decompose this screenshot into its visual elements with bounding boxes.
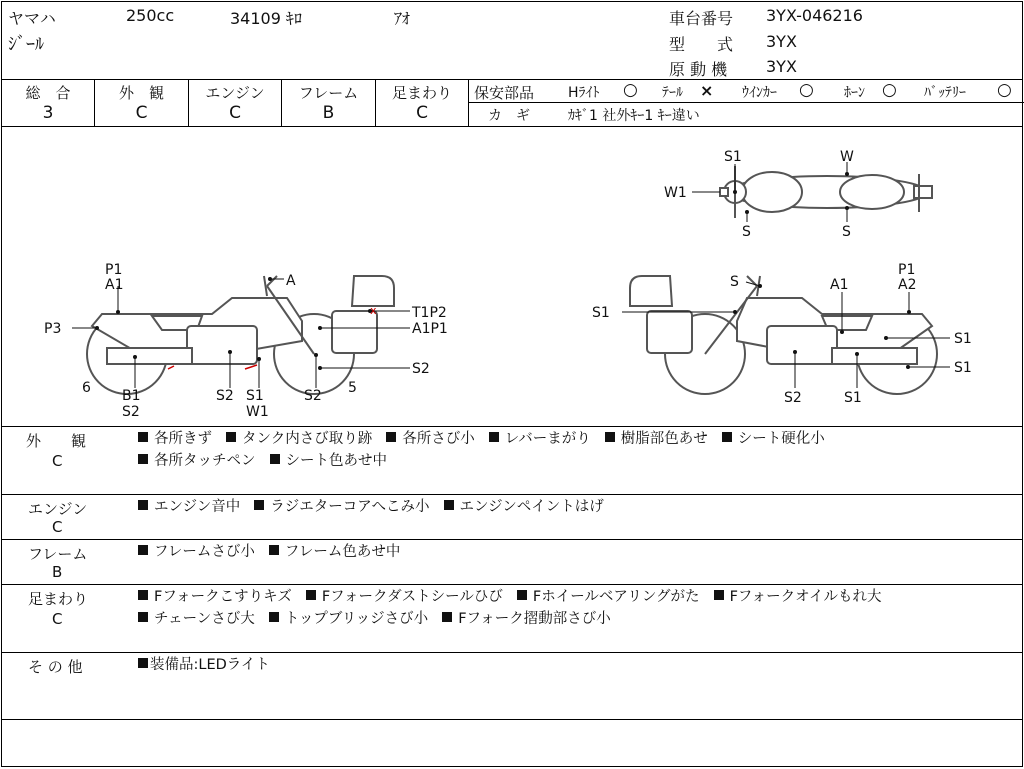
taillight-label: ﾃｰﾙ — [662, 85, 683, 101]
bike-left-view — [72, 276, 410, 394]
list-item: ラジエターコアへこみ小 — [254, 499, 429, 515]
label-left-p1: P1 — [105, 262, 123, 278]
grade-engine-label: エンジン — [205, 84, 265, 102]
winker-status: ○ — [799, 80, 814, 100]
list-item: Fフォークオイルもれ大 — [714, 589, 882, 605]
grade-suspension-value: C — [416, 103, 428, 123]
section-exterior-grade: C — [52, 452, 63, 470]
section-engine-grade: C — [52, 518, 63, 536]
model-type-label: 型 式 — [669, 35, 734, 54]
list-item: フレーム色あせ中 — [269, 544, 400, 560]
winker-label: ｳｲﾝｶｰ — [742, 85, 777, 101]
grade-frame-value: B — [322, 103, 335, 123]
grade-exterior-value: C — [135, 103, 148, 123]
key-value: ｶｷﾞ1 社外ｷｰ1 ｷｰ違い — [568, 108, 700, 124]
section-engine-label: エンジン — [28, 500, 88, 518]
body-color: ｱｵ — [394, 9, 411, 28]
motorcycle-diagram — [2, 126, 1022, 426]
label-right-s1-rear: S1 — [954, 331, 972, 347]
frame-number: 3YX-046216 — [766, 6, 863, 25]
label-left-s2b: S2 — [216, 388, 234, 404]
list-item: Fフォーク摺動部さび小 — [442, 611, 611, 627]
section-other-label: そ の 他 — [28, 658, 83, 676]
safety-parts-label: 保安部品 — [474, 84, 535, 102]
battery-label: ﾊﾞｯﾃﾘｰ — [924, 85, 966, 101]
displacement: 250cc — [126, 6, 175, 25]
model-type: 3YX — [766, 32, 797, 51]
inspection-sheet — [1, 1, 1023, 767]
list-item: 各所タッチペン — [138, 453, 256, 469]
list-item: チェーンさび大 — [138, 611, 255, 627]
list-item: エンジンペイントはげ — [444, 499, 604, 515]
label-left-s1: S1 — [246, 388, 264, 404]
label-top-s-left: S — [742, 224, 751, 240]
bike-top-view — [692, 162, 932, 222]
label-left-6: 6 — [82, 380, 91, 396]
label-left-w1: W1 — [246, 404, 269, 420]
label-left-a1p1: A1P1 — [412, 321, 448, 337]
list-item: Fフォークこすりキズ — [138, 589, 292, 605]
label-left-a: A — [286, 273, 296, 289]
list-item: Fフォークダストシールひび — [306, 589, 503, 605]
grade-frame-label: フレーム — [298, 84, 359, 102]
label-left-5: 5 — [348, 380, 357, 396]
section-engine-items — [138, 496, 618, 518]
list-item: タンク内さび取り跡 — [226, 431, 372, 447]
section-suspension-label: 足まわり — [28, 590, 89, 608]
bike-right-view — [622, 276, 950, 394]
engine-type-label: 原 動 機 — [669, 60, 728, 79]
grade-overall-value: 3 — [42, 103, 54, 123]
section-other-items — [138, 654, 284, 676]
label-right-s1-bottom: S1 — [844, 390, 862, 406]
maker: ヤマハ — [8, 9, 56, 28]
list-item: エンジン音中 — [138, 499, 240, 515]
list-item: トップブリッジさび小 — [269, 611, 428, 627]
label-right-s1-rack: S1 — [592, 305, 610, 321]
list-item: 樹脂部色あせ — [605, 431, 708, 447]
key-label: カ ギ — [488, 108, 530, 124]
grade-overall-label: 総 合 — [25, 84, 71, 102]
label-top-s-right: S — [842, 224, 851, 240]
section-suspension-items-2 — [138, 608, 625, 630]
label-left-p3: P3 — [44, 321, 62, 337]
model-name: ｼﾞｰﾙ — [8, 34, 44, 55]
section-exterior-items-2 — [138, 450, 401, 472]
label-right-s1-wheel: S1 — [954, 360, 972, 376]
taillight-status: × — [700, 81, 714, 100]
grade-engine-value: C — [229, 103, 241, 123]
section-frame-grade: B — [52, 563, 63, 581]
label-left-s2c: S2 — [412, 361, 430, 377]
list-item: フレームさび小 — [138, 544, 255, 560]
headlight-label: Hﾗｲﾄ — [568, 85, 600, 101]
section-frame-label: フレーム — [28, 545, 88, 563]
label-right-p1: P1 — [898, 262, 916, 278]
svg-text:x: x — [370, 304, 377, 317]
label-right-s: S — [730, 274, 739, 290]
label-left-t1p2: T1P2 — [412, 305, 447, 321]
label-top-w1: W1 — [664, 185, 687, 201]
list-item: 各所きず — [138, 431, 212, 447]
section-exterior-items — [138, 428, 839, 450]
list-item: レバーまがり — [489, 431, 591, 447]
headlight-status: ○ — [623, 80, 638, 100]
list-item: Fホイールベアリングがた — [517, 589, 700, 605]
section-frame-items — [138, 541, 414, 563]
list-item: シート色あせ中 — [270, 453, 388, 469]
section-suspension-items — [138, 586, 895, 608]
damage-diagram — [2, 126, 1022, 426]
mileage: 34109 ｷﾛ — [230, 9, 302, 28]
label-left-a1: A1 — [105, 277, 124, 293]
label-top-w: W — [840, 149, 854, 165]
frame-number-label: 車台番号 — [669, 9, 734, 28]
list-item: 各所さび小 — [386, 431, 475, 447]
horn-label: ﾎｰﾝ — [844, 85, 865, 101]
section-exterior-label: 外 観 — [26, 432, 87, 450]
engine-type: 3YX — [766, 57, 797, 76]
list-item: シート硬化小 — [722, 431, 825, 447]
battery-status: ○ — [997, 80, 1012, 100]
label-right-a1: A1 — [830, 277, 849, 293]
label-left-b1: B1 — [122, 388, 141, 404]
grade-exterior-label: 外 観 — [118, 84, 164, 102]
list-item: 装備品:LEDライト — [138, 657, 270, 673]
grade-suspension-label: 足まわり — [391, 84, 452, 102]
label-left-s2a: S2 — [122, 404, 140, 420]
section-suspension-grade: C — [52, 610, 63, 628]
label-top-s1: S1 — [724, 149, 742, 165]
label-right-s2: S2 — [784, 390, 802, 406]
label-right-a2: A2 — [898, 277, 917, 293]
horn-status: ○ — [882, 80, 897, 100]
label-left-s2d: S2 — [304, 388, 322, 404]
